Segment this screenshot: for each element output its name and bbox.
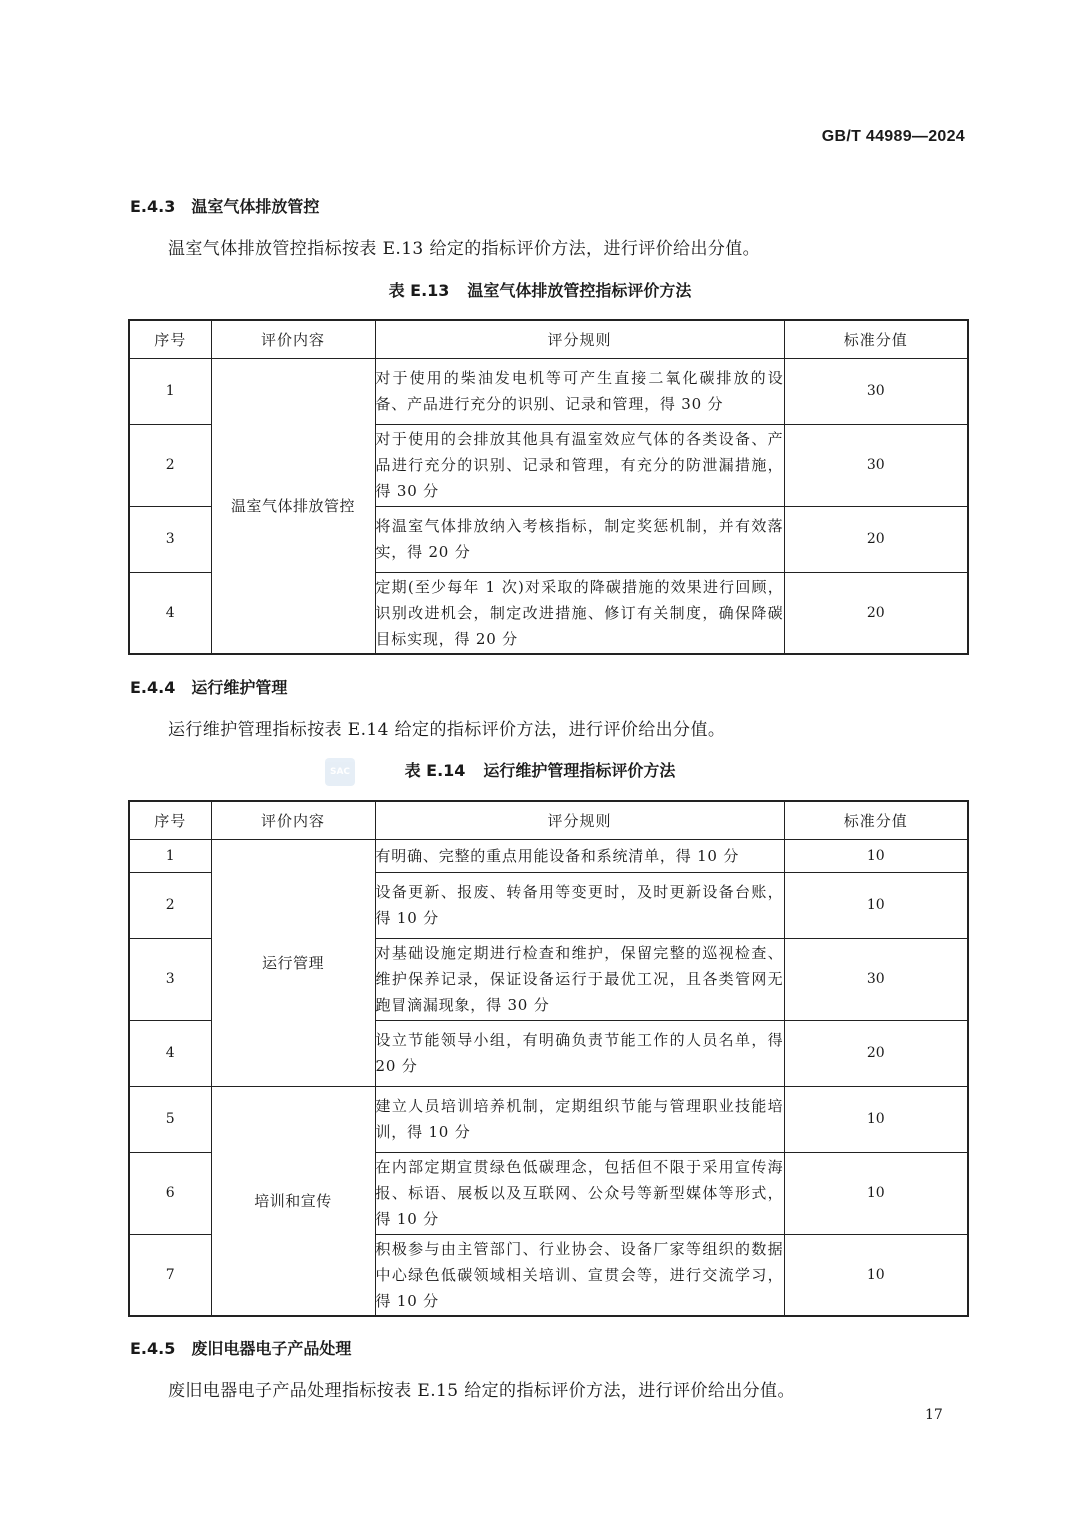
section-number: E.4.5	[130, 1339, 176, 1358]
section-paragraph: 废旧电器电子产品处理指标按表 E.15 给定的指标评价方法，进行评价给出分值。	[168, 1381, 795, 1401]
row-number: 6	[129, 1152, 211, 1234]
table-row	[129, 1086, 968, 1152]
column-header-content: 评价内容	[211, 320, 375, 358]
table-e13	[128, 319, 969, 655]
standard-score: 20	[784, 572, 968, 654]
evaluation-content: 培训和宣传	[211, 1086, 375, 1316]
table-caption-title: 运行维护管理指标评价方法	[483, 761, 676, 780]
row-number: 1	[129, 839, 211, 872]
standard-score: 10	[784, 1234, 968, 1316]
scoring-rule: 定期(至少每年 1 次)对采取的降碳措施的效果进行回顾，识别改进机会，制定改进措施、修订有关制度，确保降碳目标实现，得 20 分	[375, 572, 784, 654]
section-heading-e45	[130, 1336, 351, 1359]
row-number: 3	[129, 506, 211, 572]
page-number: 17	[925, 1407, 943, 1423]
section-title: 废旧电器电子产品处理	[191, 1339, 352, 1358]
row-number: 2	[129, 872, 211, 938]
standard-code: GB/T 44989—2024	[821, 128, 965, 145]
column-header-num: 序号	[129, 320, 211, 358]
column-header-content: 评价内容	[211, 801, 375, 839]
standard-score: 20	[784, 506, 968, 572]
scoring-rule: 将温室气体排放纳入考核指标，制定奖惩机制，并有效落实，得 20 分	[375, 506, 784, 572]
column-header-num: 序号	[129, 801, 211, 839]
row-number: 1	[129, 358, 211, 424]
standard-score: 30	[784, 938, 968, 1020]
section-title: 运行维护管理	[191, 678, 288, 697]
evaluation-content: 温室气体排放管控	[211, 358, 375, 654]
section-number: E.4.4	[130, 678, 176, 697]
scoring-rule: 设立节能领导小组，有明确负责节能工作的人员名单，得 20 分	[375, 1020, 784, 1086]
section-paragraph: 温室气体排放管控指标按表 E.13 给定的指标评价方法，进行评价给出分值。	[168, 239, 761, 259]
table-caption-number: 表 E.14	[404, 761, 466, 780]
scoring-rule: 对基础设施定期进行检查和维护，保留完整的巡视检查、维护保养记录，保证设备运行于最优工况，且各类管网无跑冒滴漏现象，得 30 分	[375, 938, 784, 1020]
section-title: 温室气体排放管控	[191, 197, 320, 216]
table-e14	[128, 800, 969, 1317]
row-number: 3	[129, 938, 211, 1020]
table-caption-title: 温室气体排放管控指标评价方法	[467, 281, 692, 300]
row-number: 7	[129, 1234, 211, 1316]
scoring-rule: 设备更新、报废、转备用等变更时，及时更新设备台账，得 10 分	[375, 872, 784, 938]
standard-score: 10	[784, 1152, 968, 1234]
table-row	[129, 358, 968, 424]
column-header-rule: 评分规则	[375, 320, 784, 358]
evaluation-content: 运行管理	[211, 839, 375, 1086]
scoring-rule: 建立人员培训培养机制，定期组织节能与管理职业技能培训，得 10 分	[375, 1086, 784, 1152]
scoring-rule: 积极参与由主管部门、行业协会、设备厂家等组织的数据中心绿色低碳领域相关培训、宣贯会等，进行交流学习，得 10 分	[375, 1234, 784, 1316]
table-caption-number: 表 E.13	[388, 281, 450, 300]
scoring-rule: 有明确、完整的重点用能设备和系统清单，得 10 分	[375, 839, 784, 872]
column-header-score: 标准分值	[784, 801, 968, 839]
row-number: 2	[129, 424, 211, 506]
row-number: 4	[129, 572, 211, 654]
standard-score: 20	[784, 1020, 968, 1086]
sac-watermark-logo: SAC	[325, 758, 355, 786]
standard-score: 10	[784, 839, 968, 872]
scoring-rule: 对于使用的会排放其他具有温室效应气体的各类设备、产品进行充分的识别、记录和管理，有充分的防泄漏措施，得 30 分	[375, 424, 784, 506]
section-paragraph: 运行维护管理指标按表 E.14 给定的指标评价方法，进行评价给出分值。	[168, 720, 726, 740]
column-header-rule: 评分规则	[375, 801, 784, 839]
section-number: E.4.3	[130, 197, 176, 216]
standard-score: 30	[784, 358, 968, 424]
standard-score: 10	[784, 1086, 968, 1152]
section-heading-e44	[130, 675, 287, 698]
table-row	[129, 839, 968, 872]
column-header-score: 标准分值	[784, 320, 968, 358]
row-number: 5	[129, 1086, 211, 1152]
table-caption-e13	[0, 278, 1080, 301]
section-heading-e43	[130, 194, 319, 217]
standard-score: 30	[784, 424, 968, 506]
row-number: 4	[129, 1020, 211, 1086]
table-header-row	[129, 801, 968, 839]
scoring-rule: 对于使用的柴油发电机等可产生直接二氧化碳排放的设备、产品进行充分的识别、记录和管理，得 30 分	[375, 358, 784, 424]
table-header-row	[129, 320, 968, 358]
standard-score: 10	[784, 872, 968, 938]
scoring-rule: 在内部定期宣贯绿色低碳理念，包括但不限于采用宣传海报、标语、展板以及互联网、公众号等新型媒体等形式，得 10 分	[375, 1152, 784, 1234]
table-caption-e14	[0, 758, 1080, 781]
